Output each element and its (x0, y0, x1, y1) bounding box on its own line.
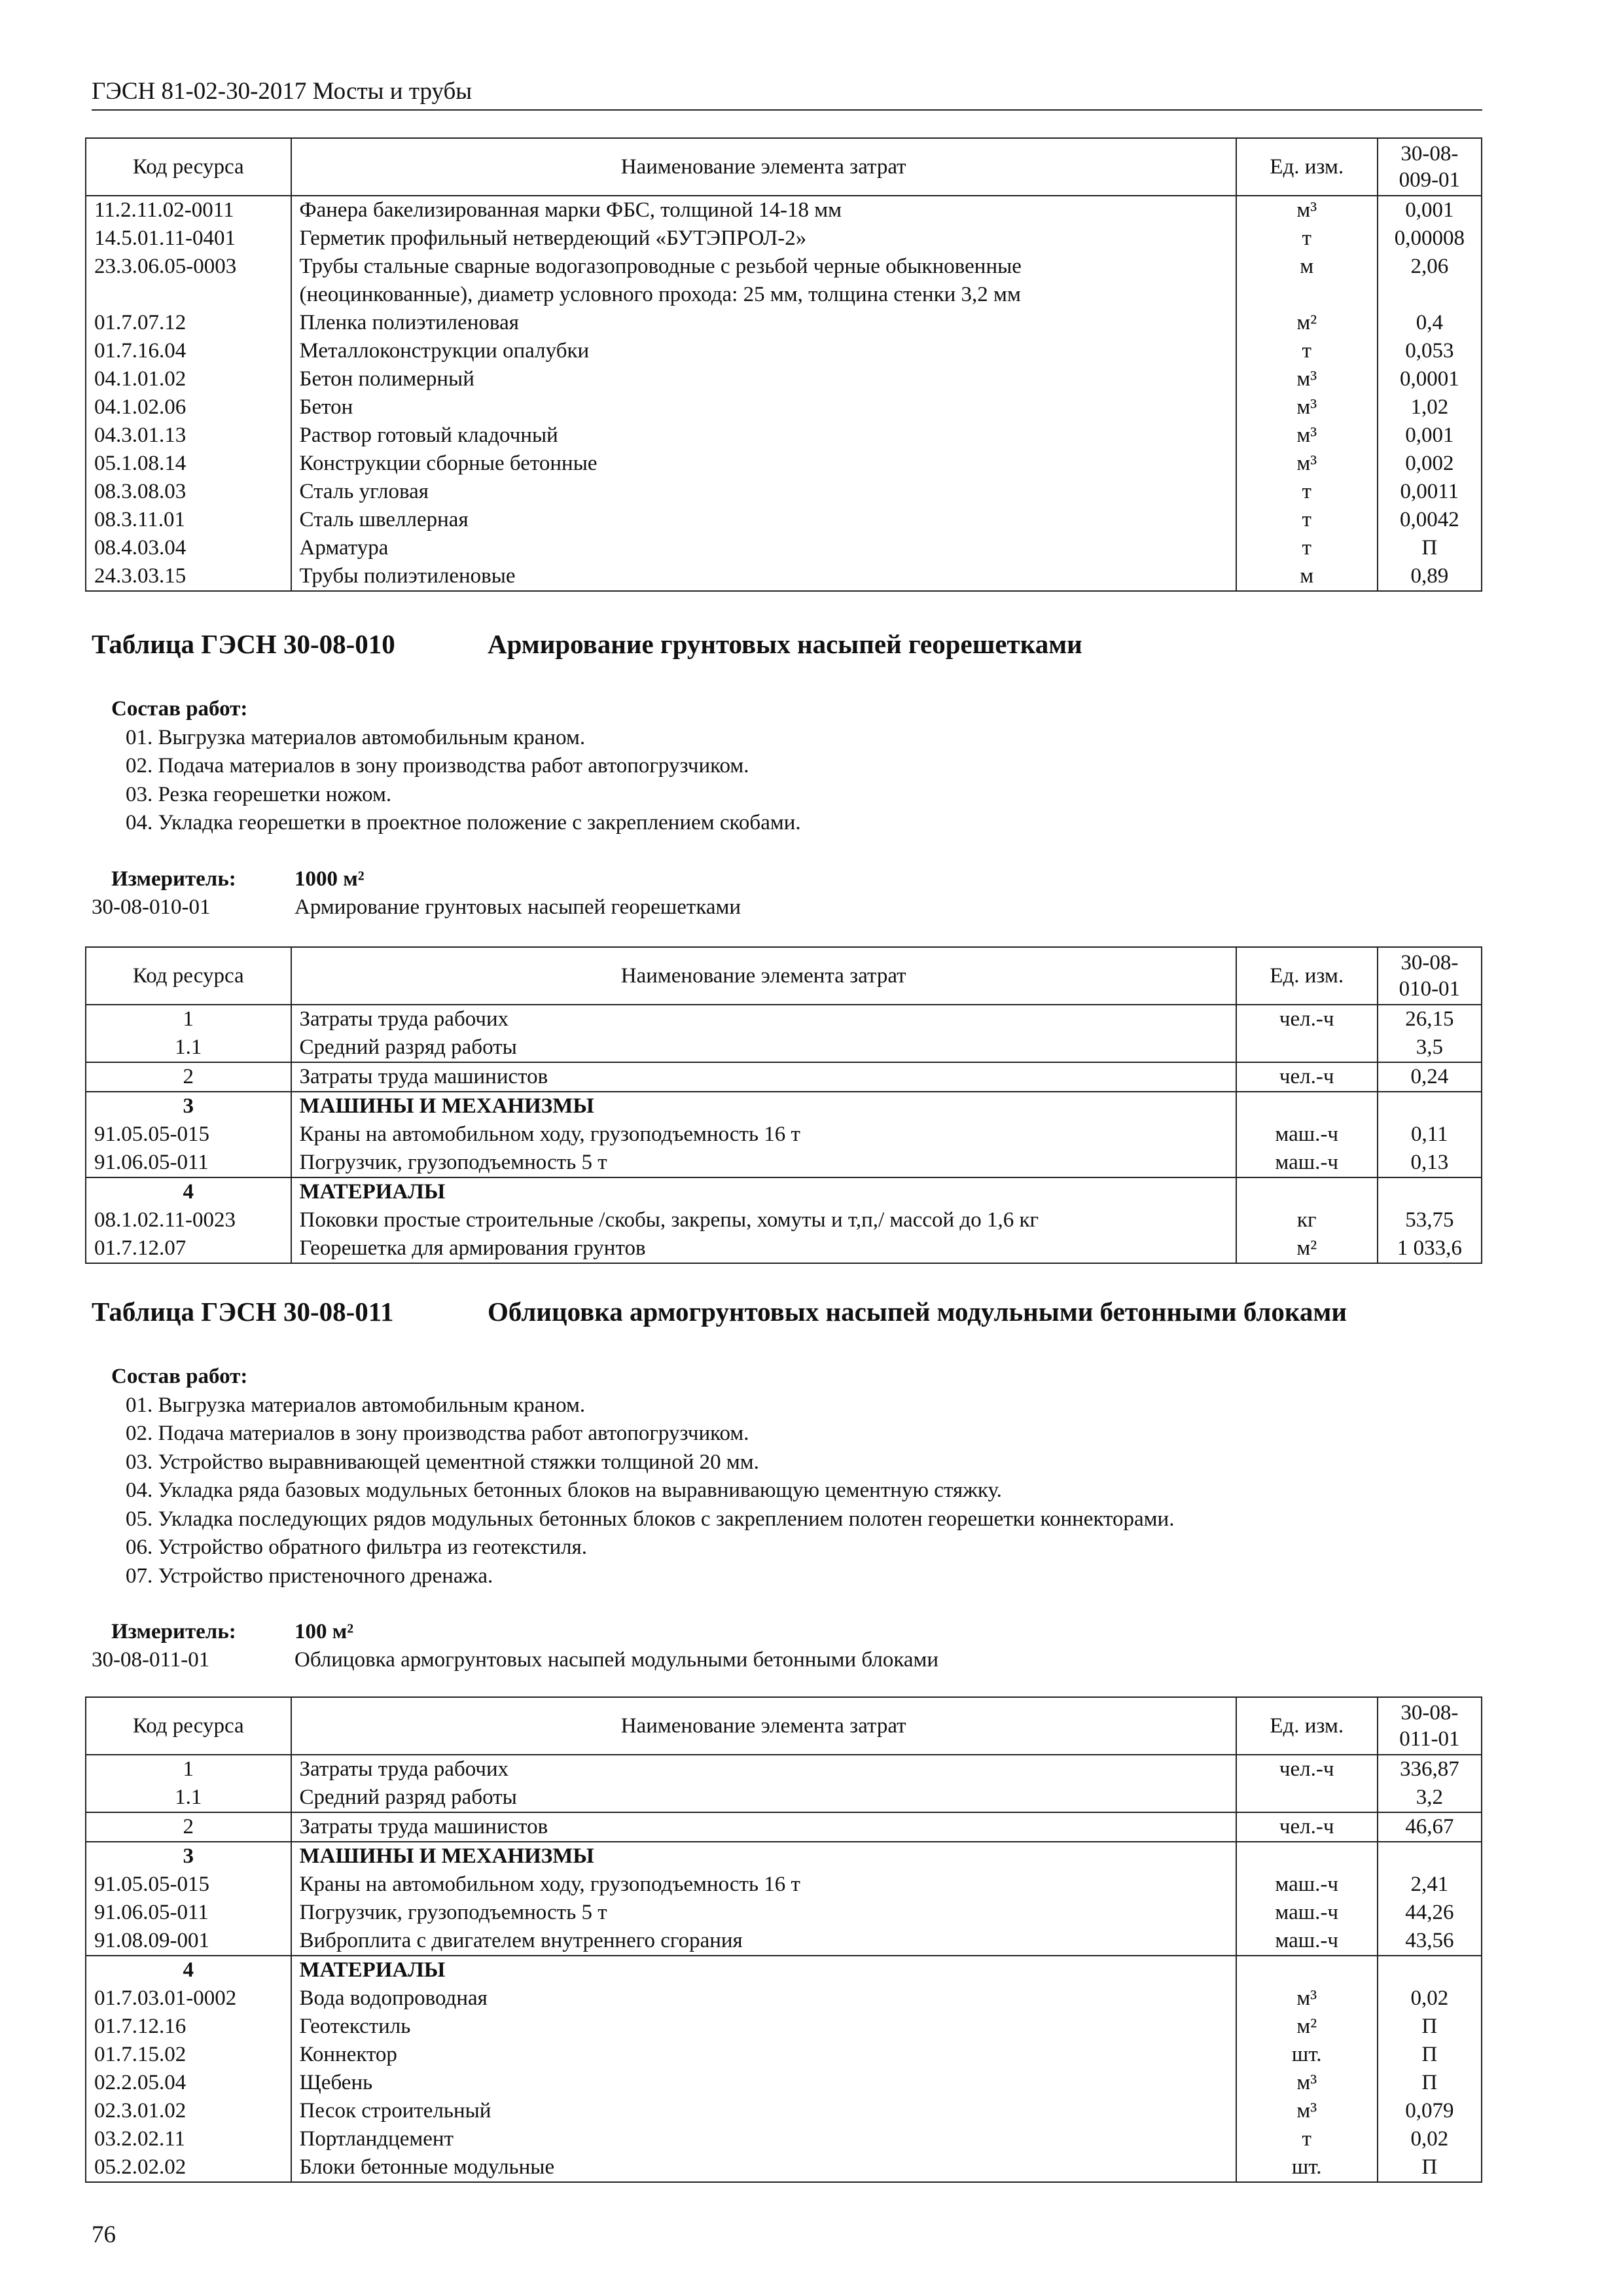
resource-value: 1,02 (1378, 393, 1482, 422)
table-row (86, 1092, 1482, 1121)
resource-name: Бетон (291, 393, 1236, 422)
table-label: Таблица ГЭСН 30-08-011 (92, 1297, 394, 1327)
resource-code: 08.4.03.04 (86, 534, 291, 562)
resource-code: 91.08.09-001 (86, 1927, 291, 1956)
column-header-unit: Ед. изм. (1236, 947, 1378, 1005)
table-row (86, 1927, 1482, 1956)
resource-code: 91.06.05-011 (86, 1899, 291, 1927)
resource-code: 4 (86, 1177, 291, 1206)
resource-value: П (1378, 534, 1482, 562)
resource-unit: м³ (1236, 450, 1378, 478)
table-row (86, 1956, 1482, 1984)
resource-name: Погрузчик, грузоподъемность 5 т (291, 1899, 1236, 1927)
table-row (86, 1984, 1482, 2013)
resource-name: Затраты труда машинистов (291, 1062, 1236, 1092)
resource-unit: маш.-ч (1236, 1149, 1378, 1177)
resource-unit: м³ (1236, 365, 1378, 393)
resource-unit: маш.-ч (1236, 1121, 1378, 1149)
page-number: 76 (92, 2221, 116, 2248)
resource-unit (1236, 1033, 1378, 1062)
works-list-30-08-010 (92, 695, 801, 838)
table-row (86, 534, 1482, 562)
column-header-code: Код ресурса (86, 1697, 291, 1755)
page-header: ГЭСН 81-02-30-2017 Мосты и трубы (92, 77, 1482, 111)
work-item: 04. Укладка георешетки в проектное положение с закреплением скобами. (126, 811, 801, 834)
resource-unit: м³ (1236, 393, 1378, 422)
resource-unit: чел.-ч (1236, 1812, 1378, 1842)
resource-unit (1236, 1177, 1378, 1206)
works-list-30-08-011 (92, 1363, 1174, 1590)
column-header-code: Код ресурса (86, 947, 291, 1005)
resource-value: 2,06 (1378, 253, 1482, 281)
table-row (86, 224, 1482, 253)
resource-code: 1.1 (86, 1784, 291, 1812)
resource-unit (1236, 1784, 1378, 1812)
resource-name: Трубы стальные сварные водогазопроводные с резьбой черные обыкновенные (291, 253, 1236, 281)
column-header-name: Наименование элемента затрат (291, 138, 1236, 196)
resource-code: 23.3.06.05-0003 (86, 253, 291, 281)
table-row (86, 393, 1482, 422)
resource-value: 0,001 (1378, 422, 1482, 450)
work-item: 02. Подача материалов в зону производства работ автопогрузчиком. (126, 1422, 749, 1445)
table-row (86, 1206, 1482, 1234)
resource-unit: м (1236, 562, 1378, 591)
resource-code: 01.7.12.07 (86, 1234, 291, 1263)
resource-unit: шт. (1236, 2041, 1378, 2069)
resource-name: Блоки бетонные модульные (291, 2153, 1236, 2182)
work-item: 03. Резка георешетки ножом. (126, 782, 392, 806)
resource-name: Краны на автомобильном ходу, грузоподъемность 16 т (291, 1121, 1236, 1149)
resource-value: 0,89 (1378, 562, 1482, 591)
item-code: 30-08-011-01 (92, 1648, 210, 1672)
works-title: Состав работ: (111, 697, 248, 721)
resource-table-30-08-011 (85, 1696, 1482, 2183)
item-name: Облицовка армогрунтовых насыпей модульными бетонными блоками (294, 1648, 939, 1672)
resource-name: (неоцинкованные), диаметр условного прохода: 25 мм, толщина стенки 3,2 мм (291, 281, 1236, 309)
resource-unit: маш.-ч (1236, 1927, 1378, 1956)
resource-code (86, 281, 291, 309)
table-row (86, 2069, 1482, 2097)
resource-unit: чел.-ч (1236, 1755, 1378, 1784)
resource-name: Бетон полимерный (291, 365, 1236, 393)
resource-unit: т (1236, 534, 1378, 562)
table-row (86, 196, 1482, 224)
resource-name: Песок строительный (291, 2097, 1236, 2125)
work-item: 04. Укладка ряда базовых модульных бетонных блоков на выравнивающую цементную стяжку. (126, 1479, 1002, 1502)
resource-name: Средний разряд работы (291, 1033, 1236, 1062)
table-row (86, 1755, 1482, 1784)
resource-code: 91.05.05-015 (86, 1871, 291, 1899)
resource-value: П (1378, 2013, 1482, 2041)
resource-code: 01.7.16.04 (86, 337, 291, 365)
resource-value (1378, 281, 1482, 309)
resource-value: П (1378, 2069, 1482, 2097)
work-item: 01. Выгрузка материалов автомобильным краном. (126, 1393, 586, 1417)
resource-name: Конструкции сборные бетонные (291, 450, 1236, 478)
resource-code: 1 (86, 1005, 291, 1033)
table-row (86, 1234, 1482, 1263)
resource-unit (1236, 1092, 1378, 1121)
resource-code: 08.3.08.03 (86, 478, 291, 506)
table-row (86, 1871, 1482, 1899)
resource-code: 08.3.11.01 (86, 506, 291, 534)
resource-code: 08.1.02.11-0023 (86, 1206, 291, 1234)
column-header-rate: 30-08- 010-01 (1378, 947, 1482, 1005)
resource-value: 0,0001 (1378, 365, 1482, 393)
table-row (86, 422, 1482, 450)
resource-value: 336,87 (1378, 1755, 1482, 1784)
resource-value: 0,053 (1378, 337, 1482, 365)
resource-value (1378, 1842, 1482, 1871)
resource-name: Краны на автомобильном ходу, грузоподъемность 16 т (291, 1871, 1236, 1899)
resource-unit (1236, 1956, 1378, 1984)
column-header-unit: Ед. изм. (1236, 1697, 1378, 1755)
resource-code: 3 (86, 1092, 291, 1121)
resource-name: Погрузчик, грузоподъемность 5 т (291, 1149, 1236, 1177)
resource-value: 2,41 (1378, 1871, 1482, 1899)
resource-unit (1236, 1842, 1378, 1871)
work-item: 02. Подача материалов в зону производства работ автопогрузчиком. (126, 754, 749, 778)
resource-value (1378, 1956, 1482, 1984)
column-header-name: Наименование элемента затрат (291, 1697, 1236, 1755)
table-row (86, 1005, 1482, 1033)
table-row (86, 1149, 1482, 1177)
resource-code: 01.7.07.12 (86, 309, 291, 337)
resource-unit: т (1236, 224, 1378, 253)
table-title: Армирование грунтовых насыпей георешетками (488, 629, 1082, 659)
resource-value: 0,4 (1378, 309, 1482, 337)
resource-unit: м² (1236, 2013, 1378, 2041)
resource-unit: м³ (1236, 1984, 1378, 2013)
resource-unit: чел.-ч (1236, 1062, 1378, 1092)
resource-value: 3,2 (1378, 1784, 1482, 1812)
resource-code: 05.1.08.14 (86, 450, 291, 478)
resource-name: Вода водопроводная (291, 1984, 1236, 2013)
resource-table-30-08-010 (85, 946, 1482, 1264)
resource-value: 0,0042 (1378, 506, 1482, 534)
table-row (86, 281, 1482, 309)
table-row (86, 337, 1482, 365)
table-row (86, 1062, 1482, 1092)
resource-unit: т (1236, 506, 1378, 534)
resource-name: Арматура (291, 534, 1236, 562)
table-row (86, 1812, 1482, 1842)
resource-value: 26,15 (1378, 1005, 1482, 1033)
resource-name: МАШИНЫ И МЕХАНИЗМЫ (291, 1842, 1236, 1871)
resource-code: 01.7.15.02 (86, 2041, 291, 2069)
resource-value: 43,56 (1378, 1927, 1482, 1956)
resource-unit: чел.-ч (1236, 1005, 1378, 1033)
resource-unit: шт. (1236, 2153, 1378, 2182)
meter-label: Измеритель: (111, 867, 236, 891)
resource-value (1378, 1092, 1482, 1121)
resource-code: 2 (86, 1812, 291, 1842)
resource-code: 04.3.01.13 (86, 422, 291, 450)
resource-value: 44,26 (1378, 1899, 1482, 1927)
resource-unit: т (1236, 2125, 1378, 2153)
resource-code: 91.06.05-011 (86, 1149, 291, 1177)
resource-name: Пленка полиэтиленовая (291, 309, 1236, 337)
works-title: Состав работ: (111, 1365, 248, 1388)
resource-unit: м³ (1236, 2097, 1378, 2125)
resource-name: Сталь угловая (291, 478, 1236, 506)
resource-code: 3 (86, 1842, 291, 1871)
resource-code: 24.3.03.15 (86, 562, 291, 591)
resource-name: Поковки простые строительные /скобы, закрепы, хомуты и т,п,/ массой до 1,6 кг (291, 1206, 1236, 1234)
work-item: 06. Устройство обратного фильтра из геотекстиля. (126, 1535, 588, 1559)
item-name: Армирование грунтовых насыпей георешетками (294, 895, 741, 919)
resource-unit: м² (1236, 1234, 1378, 1263)
resource-code: 05.2.02.02 (86, 2153, 291, 2182)
resource-value (1378, 1177, 1482, 1206)
table-heading-30-08-010 (92, 628, 1082, 660)
resource-unit: м³ (1236, 2069, 1378, 2097)
table-row (86, 450, 1482, 478)
resource-name: Средний разряд работы (291, 1784, 1236, 1812)
resource-value: 46,67 (1378, 1812, 1482, 1842)
resource-name: Виброплита с двигателем внутреннего сгорания (291, 1927, 1236, 1956)
table-row (86, 1121, 1482, 1149)
resource-value: 0,00008 (1378, 224, 1482, 253)
table-row (86, 2153, 1482, 2182)
table-row (86, 562, 1482, 591)
resource-value: 0,13 (1378, 1149, 1482, 1177)
resource-code: 03.2.02.11 (86, 2125, 291, 2153)
work-item: 07. Устройство пристеночного дренажа. (126, 1564, 493, 1588)
resource-name: Затраты труда рабочих (291, 1755, 1236, 1784)
resource-unit: кг (1236, 1206, 1378, 1234)
resource-unit: маш.-ч (1236, 1899, 1378, 1927)
resource-name: Затраты труда рабочих (291, 1005, 1236, 1033)
table-row (86, 2097, 1482, 2125)
column-header-rate: 30-08- 011-01 (1378, 1697, 1482, 1755)
column-header-unit: Ед. изм. (1236, 138, 1378, 196)
resource-unit: м³ (1236, 196, 1378, 224)
resource-value: 3,5 (1378, 1033, 1482, 1062)
resource-code: 01.7.12.16 (86, 2013, 291, 2041)
work-item: 03. Устройство выравнивающей цементной стяжки толщиной 20 мм. (126, 1450, 759, 1474)
resource-code: 2 (86, 1062, 291, 1092)
work-item: 05. Укладка последующих рядов модульных бетонных блоков с закреплением полотен георешетки коннекторами. (126, 1507, 1175, 1531)
column-header-name: Наименование элемента затрат (291, 947, 1236, 1005)
resource-name: Трубы полиэтиленовые (291, 562, 1236, 591)
resource-value: 0,079 (1378, 2097, 1482, 2125)
column-header-code: Код ресурса (86, 138, 291, 196)
table-row (86, 2013, 1482, 2041)
meter-label: Измеритель: (111, 1620, 236, 1643)
meter-block-30-08-011 (92, 1618, 938, 1674)
work-item: 01. Выгрузка материалов автомобильным краном. (126, 725, 586, 749)
resource-table-30-08-009 (85, 137, 1482, 592)
resource-name: Щебень (291, 2069, 1236, 2097)
resource-name: Геотекстиль (291, 2013, 1236, 2041)
column-header-rate: 30-08- 009-01 (1378, 138, 1482, 196)
resource-name: Сталь швеллерная (291, 506, 1236, 534)
resource-name: Затраты труда машинистов (291, 1812, 1236, 1842)
resource-unit: м (1236, 253, 1378, 281)
resource-name: МАТЕРИАЛЫ (291, 1177, 1236, 1206)
resource-name: Металлоконструкции опалубки (291, 337, 1236, 365)
meter-block-30-08-010 (92, 865, 741, 922)
resource-value: 1 033,6 (1378, 1234, 1482, 1263)
resource-value: 0,001 (1378, 196, 1482, 224)
resource-value: П (1378, 2041, 1482, 2069)
resource-value: 0,02 (1378, 1984, 1482, 2013)
resource-code: 01.7.03.01-0002 (86, 1984, 291, 2013)
resource-name: Коннектор (291, 2041, 1236, 2069)
resource-code: 04.1.02.06 (86, 393, 291, 422)
item-code: 30-08-010-01 (92, 895, 211, 919)
table-row (86, 1033, 1482, 1062)
resource-name: Георешетка для армирования грунтов (291, 1234, 1236, 1263)
resource-value: 0,24 (1378, 1062, 1482, 1092)
resource-code: 02.3.01.02 (86, 2097, 291, 2125)
resource-code: 02.2.05.04 (86, 2069, 291, 2097)
table-row (86, 253, 1482, 281)
meter-value: 100 м² (294, 1620, 354, 1643)
table-row (86, 506, 1482, 534)
table-row (86, 1784, 1482, 1812)
table-row (86, 309, 1482, 337)
table-heading-30-08-011 (92, 1296, 1347, 1327)
meter-value: 1000 м² (294, 867, 365, 891)
resource-code: 04.1.01.02 (86, 365, 291, 393)
resource-code: 91.05.05-015 (86, 1121, 291, 1149)
resource-name: Портландцемент (291, 2125, 1236, 2153)
resource-value: 0,11 (1378, 1121, 1482, 1149)
table-row (86, 1842, 1482, 1871)
resource-value: 0,002 (1378, 450, 1482, 478)
resource-name: Раствор готовый кладочный (291, 422, 1236, 450)
resource-value: 53,75 (1378, 1206, 1482, 1234)
table-row (86, 2125, 1482, 2153)
resource-name: Герметик профильный нетвердеющий «БУТЭПРОЛ-2» (291, 224, 1236, 253)
resource-name: МАШИНЫ И МЕХАНИЗМЫ (291, 1092, 1236, 1121)
table-row (86, 478, 1482, 506)
table-row (86, 1177, 1482, 1206)
resource-unit: т (1236, 478, 1378, 506)
resource-unit: м² (1236, 309, 1378, 337)
resource-code: 4 (86, 1956, 291, 1984)
resource-unit: т (1236, 337, 1378, 365)
resource-name: Фанера бакелизированная марки ФБС, толщиной 14-18 мм (291, 196, 1236, 224)
table-row (86, 365, 1482, 393)
resource-value: П (1378, 2153, 1482, 2182)
resource-value: 0,0011 (1378, 478, 1482, 506)
resource-code: 1 (86, 1755, 291, 1784)
table-row (86, 1899, 1482, 1927)
table-title: Облицовка армогрунтовых насыпей модульными бетонными блоками (488, 1297, 1347, 1327)
resource-code: 1.1 (86, 1033, 291, 1062)
resource-value: 0,02 (1378, 2125, 1482, 2153)
table-label: Таблица ГЭСН 30-08-010 (92, 629, 395, 659)
resource-name: МАТЕРИАЛЫ (291, 1956, 1236, 1984)
resource-code: 14.5.01.11-0401 (86, 224, 291, 253)
resource-unit: маш.-ч (1236, 1871, 1378, 1899)
resource-code: 11.2.11.02-0011 (86, 196, 291, 224)
resource-unit (1236, 281, 1378, 309)
table-row (86, 2041, 1482, 2069)
resource-unit: м³ (1236, 422, 1378, 450)
